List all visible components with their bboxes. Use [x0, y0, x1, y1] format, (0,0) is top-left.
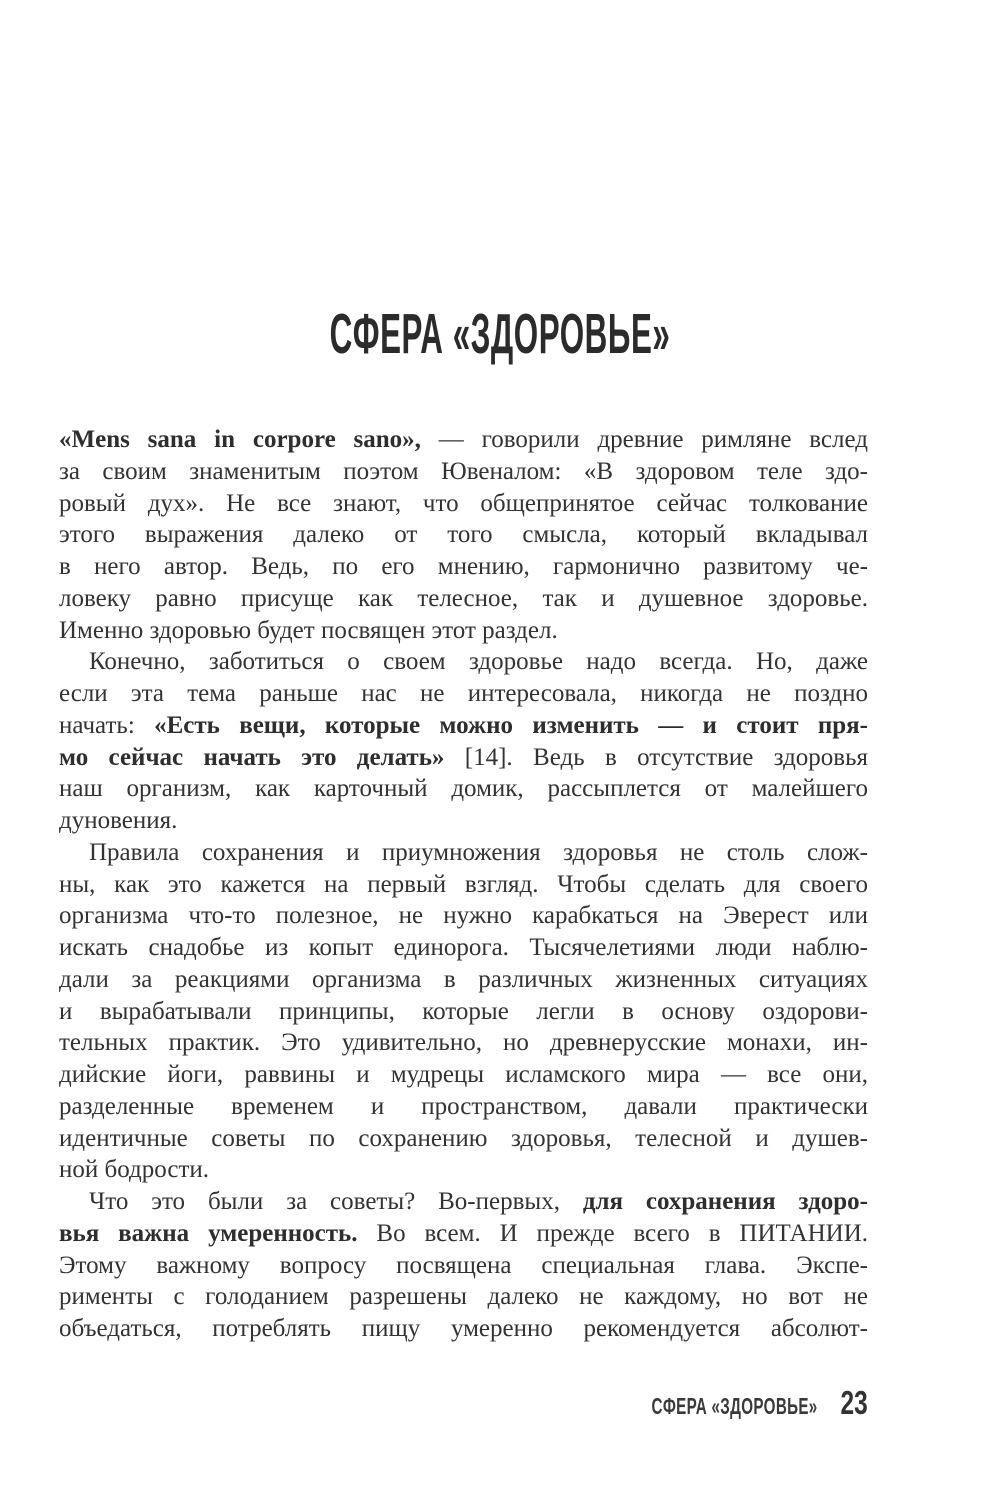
text-line [59, 837, 868, 869]
text-line [59, 1059, 868, 1091]
text-run: за своим знаменитым поэтом Ювеналом: «В здоровом теле здо- [59, 457, 868, 485]
text-run: Во всем. И прежде всего в ПИТАНИИ. [357, 1219, 869, 1247]
text-run: идентичные советы по сохранению здоровья, телесной и душев- [59, 1124, 868, 1152]
bold-text-run: «Есть вещи, которые можно изменить — и стоит пря- [154, 711, 868, 739]
text-line [59, 869, 868, 901]
chapter-title: СФЕРА «ЗДОРОВЬЕ» [329, 302, 671, 366]
text-line [59, 1123, 868, 1155]
text-line [59, 583, 868, 615]
paragraph [59, 837, 868, 1186]
text-run: объедаться, потреблять пищу умеренно рекомендуется абсолют- [59, 1315, 868, 1342]
text-run: разделенные временем и пространством, давали практически [59, 1092, 868, 1120]
text-line [59, 773, 868, 805]
text-line [59, 1091, 868, 1123]
text-run: ловеку равно присуще как телесное, так и душевное здоровье. [59, 584, 868, 612]
bold-text-run: вья важна умеренность. [59, 1219, 358, 1247]
text-line [59, 456, 868, 488]
text-line [59, 424, 868, 456]
paragraph [59, 424, 868, 646]
bold-text-run: для сохранения здоро- [582, 1188, 868, 1215]
text-run: — говорили древние римляне вслед [420, 426, 868, 453]
text-run: Конечно, заботиться о своем здоровье надо всегда. Но, даже [89, 648, 868, 676]
text-line [59, 805, 868, 837]
text-run: этого выражения далеко от того смысла, который вкладывал [59, 521, 868, 549]
text-run: рименты с голоданием разрешены далеко не каждому, но вот не [59, 1283, 868, 1311]
text-line [59, 1281, 868, 1313]
bold-text-run: мо сейчас начать это делать» [59, 743, 445, 771]
text-line [59, 742, 868, 774]
text-run: дуновения. [59, 807, 178, 834]
page-footer [566, 1386, 868, 1419]
text-line [59, 1027, 868, 1059]
paragraph [59, 1186, 868, 1345]
text-line [59, 1250, 868, 1282]
text-run: дийские йоги, раввины и мудрецы исламского мира — все они, [59, 1061, 868, 1088]
text-line [59, 996, 868, 1028]
text-run: Что это были за советы? Во-первых, [89, 1188, 583, 1215]
text-run: Правила сохранения и приумножения здоровья не столь слож- [89, 838, 868, 866]
text-run: организма что-то полезное, не нужно карабкаться на Эверест или [59, 902, 868, 930]
text-line [59, 551, 868, 583]
paragraph [59, 646, 868, 837]
text-line [59, 900, 868, 932]
text-run: ной бодрости. [59, 1156, 209, 1184]
text-run: ны, как это кажется на первый взгляд. Чтобы сделать для своего [59, 870, 868, 898]
text-run: ровый дух». Не все знают, что общепринятое сейчас толкование [59, 489, 868, 517]
text-line [59, 615, 868, 647]
text-line [59, 1218, 868, 1250]
text-run: начать: [59, 711, 155, 739]
text-line [59, 1186, 868, 1218]
body-text [59, 424, 868, 1345]
text-line [59, 1313, 868, 1345]
text-line [59, 519, 868, 551]
text-run: тельных практик. Это удивительно, но древнерусские монахи, ин- [59, 1029, 868, 1057]
text-run: наш организм, как карточный домик, рассыплется от малейшего [59, 775, 868, 803]
text-run: Именно здоровью будет посвящен этот раздел. [59, 616, 558, 644]
text-line [59, 932, 868, 964]
text-run: и вырабатывали принципы, которые легли в основу оздорови- [59, 997, 868, 1025]
footer-page-number: 23 [840, 1384, 868, 1421]
text-run: в него автор. Ведь, по его мнению, гармонично развитому че- [59, 553, 868, 580]
text-line [59, 488, 868, 520]
text-line [59, 964, 868, 996]
text-run: искать снадобье из копыт единорога. Тысячелетиями люди наблю- [59, 934, 868, 961]
text-run: дали за реакциями организма в различных жизненных ситуациях [59, 965, 868, 993]
text-line [59, 646, 868, 678]
text-run: Этому важному вопросу посвящена специальная глава. Экспе- [59, 1251, 868, 1279]
bold-text-run: «Mens sana in corpore sano», [59, 426, 421, 453]
text-run: если эта тема раньше нас не интересовала, никогда не поздно [59, 680, 868, 707]
text-line [59, 710, 868, 742]
text-run: [14]. Ведь в отсутствие здоровья [444, 743, 868, 771]
footer-section-label: СФЕРА «ЗДОРОВЬЕ» [651, 1393, 818, 1419]
text-line [59, 1154, 868, 1186]
text-line [59, 678, 868, 710]
